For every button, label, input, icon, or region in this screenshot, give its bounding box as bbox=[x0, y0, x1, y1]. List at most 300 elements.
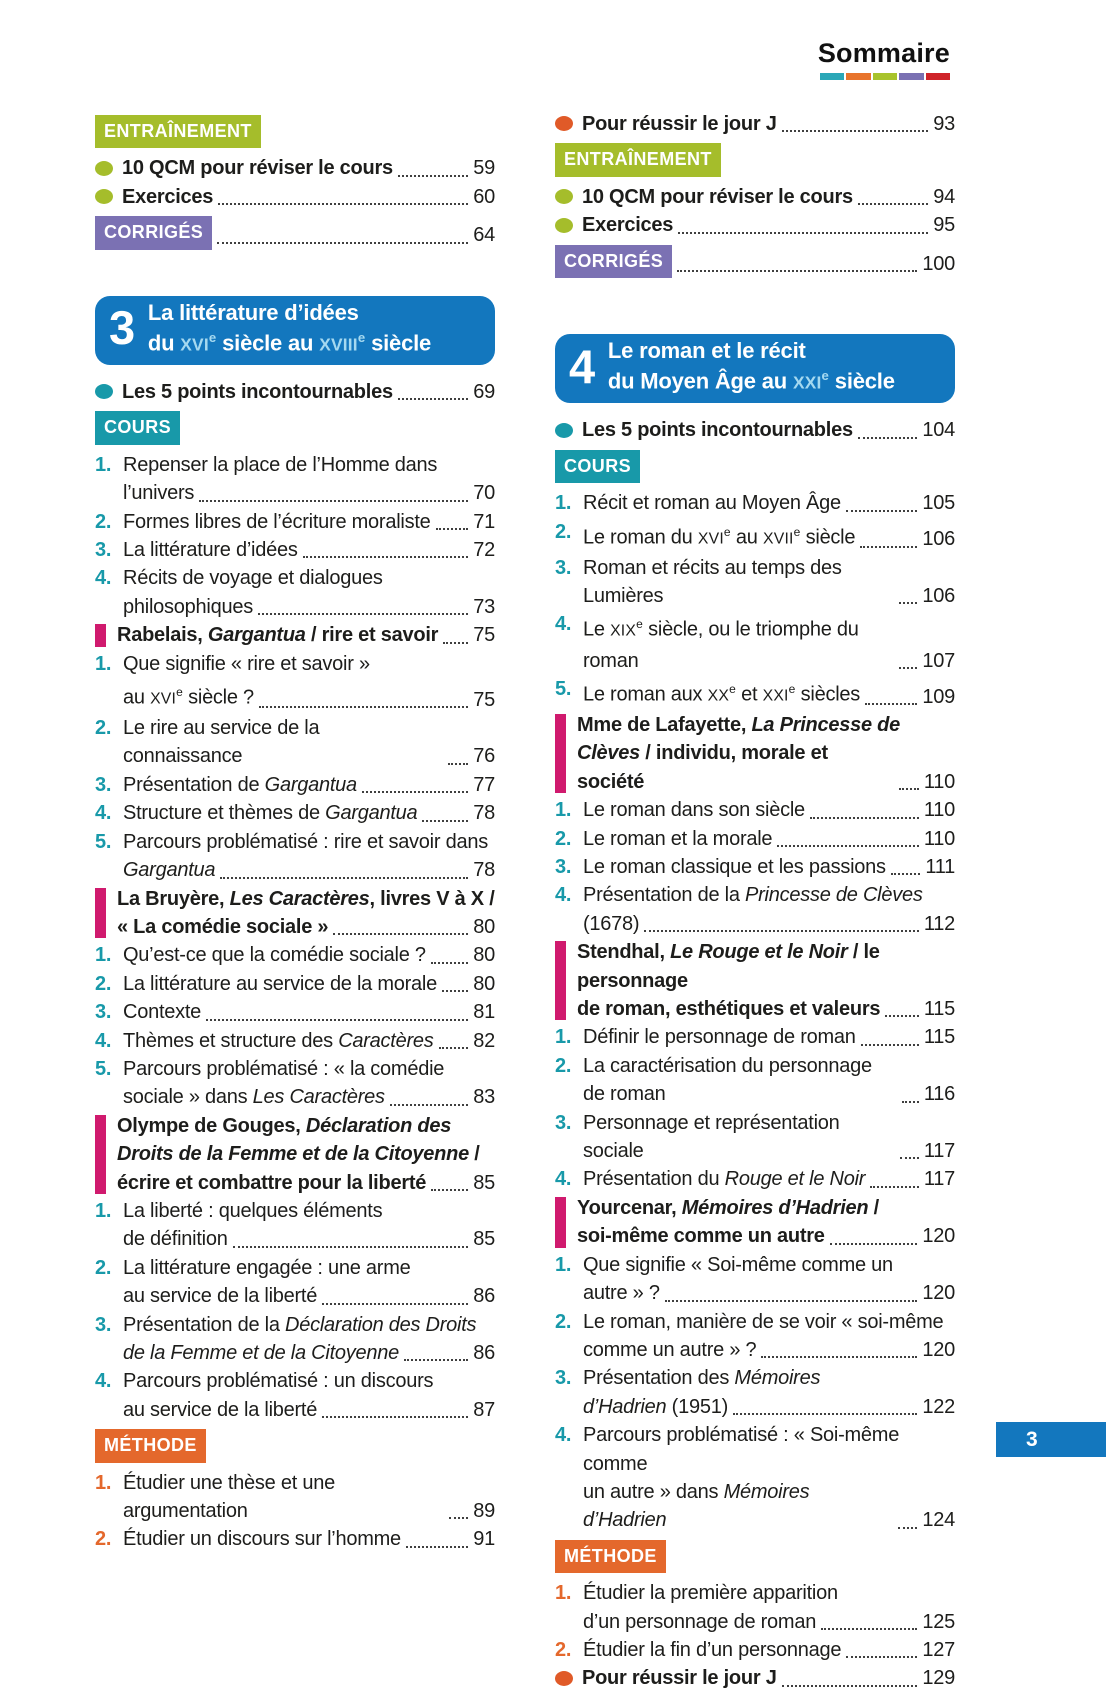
entry-body bbox=[583, 1251, 955, 1308]
work-entry bbox=[95, 621, 495, 649]
accent-bar bbox=[95, 624, 106, 646]
page-ref: 78 bbox=[473, 802, 495, 825]
toc-entry bbox=[95, 771, 495, 799]
entry-body bbox=[123, 1469, 495, 1526]
entry-body bbox=[583, 1579, 955, 1636]
toc-entry bbox=[95, 1055, 495, 1112]
leader-dots bbox=[362, 791, 468, 793]
toc-bullet-entry bbox=[95, 154, 495, 182]
entry-text bbox=[583, 1579, 838, 1607]
text-segment: Le roman aux bbox=[583, 683, 708, 706]
text-segment: e bbox=[208, 329, 217, 345]
page-ref: 86 bbox=[473, 1342, 495, 1365]
chapter-number: 4 bbox=[569, 339, 595, 393]
text-segment: Le bbox=[583, 619, 611, 642]
entry-text bbox=[583, 1364, 820, 1392]
toc-entry bbox=[95, 1027, 495, 1055]
toc-line bbox=[123, 678, 495, 714]
toc-line bbox=[123, 714, 495, 771]
entry-body bbox=[123, 508, 495, 536]
toc-line bbox=[123, 998, 495, 1026]
category-badge: ENTRAÎNEMENT bbox=[555, 143, 721, 176]
accent-bar bbox=[555, 941, 566, 1020]
entry-number: 3. bbox=[555, 856, 572, 879]
category-badge-row bbox=[555, 1540, 955, 1573]
toc-entry bbox=[95, 536, 495, 564]
page-ref: 122 bbox=[922, 1395, 955, 1418]
leader-dots bbox=[678, 232, 928, 234]
entry-number: 2. bbox=[95, 717, 112, 740]
leader-dots bbox=[404, 1359, 468, 1361]
entry-text bbox=[583, 554, 894, 611]
entry-number: 2. bbox=[95, 1528, 112, 1551]
page-ref: 80 bbox=[473, 944, 495, 967]
category-badge-row bbox=[555, 450, 955, 483]
toc-entry bbox=[555, 518, 955, 554]
chapter-title-line bbox=[148, 325, 431, 357]
entry-number: 4. bbox=[95, 802, 112, 825]
text-segment: Formes libres de l’écriture moraliste bbox=[123, 510, 431, 533]
underline-segment bbox=[873, 73, 897, 80]
entry-number: 1. bbox=[555, 492, 572, 515]
text-segment: XXI bbox=[762, 687, 789, 705]
entry-text bbox=[123, 1027, 434, 1055]
entry-number: 2. bbox=[555, 1310, 572, 1333]
entry-body bbox=[583, 1023, 955, 1051]
entry-body bbox=[123, 998, 495, 1026]
text-segment: sociale » dans bbox=[123, 1086, 253, 1109]
entry-number: 1. bbox=[95, 1199, 112, 1222]
text-segment: philosophiques bbox=[123, 595, 253, 618]
page-ref: 80 bbox=[473, 972, 495, 995]
chapter-banner bbox=[555, 334, 955, 403]
toc-entry bbox=[95, 1469, 495, 1526]
page-ref: 115 bbox=[923, 1026, 955, 1049]
toc-line bbox=[583, 853, 955, 881]
entry-body bbox=[123, 799, 495, 827]
text-segment: Le roman et la morale bbox=[583, 827, 773, 850]
entry-body bbox=[583, 675, 955, 711]
toc-line bbox=[583, 796, 955, 824]
leader-dots bbox=[821, 1628, 917, 1630]
bullet-icon bbox=[95, 161, 113, 176]
leader-dots bbox=[431, 962, 468, 964]
toc-entry bbox=[555, 610, 955, 674]
leader-dots bbox=[398, 175, 468, 177]
entry-text bbox=[583, 1636, 841, 1664]
leader-dots bbox=[422, 820, 468, 822]
text-segment: Présentation de la bbox=[583, 884, 746, 907]
toc-line bbox=[583, 1421, 955, 1478]
text-segment: La liberté : quelques éléments bbox=[123, 1199, 383, 1222]
leader-dots bbox=[898, 1527, 918, 1529]
text-segment: Étudier la fin d’un personnage bbox=[583, 1638, 842, 1661]
entry-body bbox=[123, 1367, 495, 1424]
bullet-icon bbox=[95, 189, 113, 204]
toc-line bbox=[583, 1052, 955, 1109]
text-segment: Déclaration des bbox=[305, 1114, 452, 1137]
entry-number: 2. bbox=[95, 972, 112, 995]
page-ref: 60 bbox=[473, 185, 495, 208]
category-badge: MÉTHODE bbox=[95, 1429, 206, 1462]
text-segment: XX bbox=[707, 687, 730, 705]
entry-text bbox=[123, 771, 357, 799]
toc-line bbox=[123, 941, 495, 969]
entry-text bbox=[123, 1083, 385, 1111]
work-body bbox=[577, 1194, 955, 1251]
entry-number: 5. bbox=[555, 677, 572, 700]
text-segment: Le Rouge et le Noir bbox=[670, 941, 848, 964]
toc-line bbox=[123, 1055, 495, 1083]
text-segment: Rabelais, bbox=[117, 624, 208, 647]
toc-entry bbox=[95, 451, 495, 508]
page-ref: 91 bbox=[473, 1528, 495, 1551]
toc-entry bbox=[555, 881, 955, 938]
page-ref: 82 bbox=[473, 1029, 495, 1052]
text-segment: Que signifie « Soi-même comme un bbox=[583, 1253, 893, 1276]
text-segment: Déclaration des Droits bbox=[285, 1313, 477, 1336]
entry-body bbox=[583, 610, 955, 674]
entry-text bbox=[583, 1336, 756, 1364]
toc-line bbox=[583, 1636, 955, 1664]
toc-entry bbox=[95, 1254, 495, 1311]
toc-line bbox=[583, 610, 955, 674]
toc-line bbox=[583, 910, 955, 938]
text-segment: / bbox=[868, 1196, 879, 1219]
text-segment: La littérature au service de la morale bbox=[123, 972, 437, 995]
entry-number: 1. bbox=[555, 1253, 572, 1276]
entry-body bbox=[583, 853, 955, 881]
entry-body bbox=[583, 1308, 955, 1365]
category-badge: ENTRAÎNEMENT bbox=[95, 115, 261, 148]
leader-dots bbox=[448, 763, 468, 765]
entry-number: 4. bbox=[95, 1370, 112, 1393]
text-segment: Princesse de Clèves bbox=[745, 884, 923, 907]
text-segment: Droits de la Femme et de la Citoyenne bbox=[117, 1143, 469, 1166]
page-ref: 81 bbox=[473, 1001, 495, 1024]
entry-text bbox=[577, 739, 894, 796]
header-underline bbox=[820, 73, 950, 80]
entry-text bbox=[117, 621, 438, 649]
toc-line bbox=[583, 825, 955, 853]
accent-bar bbox=[555, 714, 566, 793]
toc-entry bbox=[95, 1311, 495, 1368]
text-segment: Thèmes et structure des bbox=[123, 1029, 339, 1052]
text-segment: XVI bbox=[180, 333, 209, 354]
accent-bar bbox=[95, 1115, 106, 1194]
text-segment: La littérature d’idées bbox=[123, 538, 298, 561]
entry-body bbox=[583, 1165, 955, 1193]
entry-text bbox=[582, 211, 673, 239]
leader-dots bbox=[258, 613, 468, 615]
entry-text bbox=[583, 1165, 865, 1193]
text-segment: d’un personnage de roman bbox=[583, 1610, 817, 1633]
page-ref: 110 bbox=[923, 827, 955, 850]
leader-dots bbox=[899, 602, 917, 604]
entry-body bbox=[583, 489, 955, 517]
text-segment: Les 5 points incontournables bbox=[582, 419, 853, 442]
toc-entry bbox=[95, 799, 495, 827]
entry-number: 3. bbox=[555, 556, 572, 579]
leader-dots bbox=[436, 528, 469, 530]
entry-number: 4. bbox=[95, 1029, 112, 1052]
text-segment: Pour réussir le jour J bbox=[582, 1667, 777, 1690]
text-segment: au service de la liberté bbox=[123, 1285, 318, 1308]
text-segment: Récit et roman au Moyen Âge bbox=[583, 492, 841, 515]
text-segment: Olympe de Gouges, bbox=[117, 1114, 306, 1137]
leader-dots bbox=[199, 500, 468, 502]
work-body bbox=[577, 711, 955, 796]
toc-line bbox=[123, 1367, 495, 1395]
entry-text bbox=[117, 1169, 426, 1197]
toc-line bbox=[123, 479, 495, 507]
toc-entry bbox=[555, 1251, 955, 1308]
entry-body bbox=[583, 825, 955, 853]
leader-dots bbox=[442, 990, 468, 992]
entry-text bbox=[583, 518, 855, 554]
text-segment: XIX bbox=[610, 623, 637, 641]
toc-column-left bbox=[95, 110, 495, 1554]
text-segment: / le personnage bbox=[577, 941, 880, 992]
chapter-title bbox=[148, 300, 431, 357]
text-segment: Parcours problématisé : un discours bbox=[123, 1370, 434, 1393]
page-ref: 85 bbox=[473, 1228, 495, 1251]
toc-line bbox=[117, 885, 495, 913]
toc-line bbox=[123, 536, 495, 564]
page-ref: 83 bbox=[473, 1086, 495, 1109]
text-segment: Structure et thèmes de bbox=[123, 802, 326, 825]
category-badge-row bbox=[555, 245, 955, 278]
text-segment: Étudier la première apparition bbox=[583, 1582, 838, 1605]
entry-body bbox=[123, 970, 495, 998]
toc-line bbox=[123, 828, 495, 856]
text-segment: Contexte bbox=[123, 1001, 202, 1024]
page-ref: 106 bbox=[922, 585, 955, 608]
underline-segment bbox=[846, 73, 870, 80]
page-ref: 100 bbox=[922, 252, 955, 275]
page-ref: 76 bbox=[473, 745, 495, 768]
leader-dots bbox=[858, 437, 918, 439]
page-ref: 120 bbox=[922, 1282, 955, 1305]
entry-text bbox=[583, 1023, 856, 1051]
toc-line bbox=[123, 650, 495, 678]
spacer bbox=[555, 284, 955, 334]
toc-line bbox=[117, 621, 495, 649]
entry-text bbox=[583, 1421, 955, 1478]
toc-bullet-entry bbox=[95, 378, 495, 406]
text-segment: Rouge et le Noir bbox=[724, 1168, 866, 1191]
entry-text bbox=[583, 1393, 728, 1421]
page-ref: 70 bbox=[473, 482, 495, 505]
text-segment: Présentation des bbox=[583, 1367, 735, 1390]
entry-body bbox=[123, 564, 495, 621]
bullet-icon bbox=[95, 384, 113, 399]
toc-bullet-entry bbox=[555, 1664, 955, 1692]
entry-text bbox=[117, 1140, 480, 1168]
leader-dots bbox=[390, 1104, 468, 1106]
entry-text bbox=[122, 183, 213, 211]
toc-entry bbox=[95, 650, 495, 714]
page-ref: 87 bbox=[473, 1398, 495, 1421]
text-segment: autre » ? bbox=[583, 1282, 660, 1305]
text-segment: Les 5 points incontournables bbox=[122, 380, 393, 403]
chapter-banner bbox=[95, 296, 495, 365]
leader-dots bbox=[206, 1019, 468, 1021]
entry-text bbox=[123, 1339, 399, 1367]
entry-number: 1. bbox=[555, 1026, 572, 1049]
bullet-icon bbox=[555, 116, 573, 131]
accent-bar bbox=[95, 888, 106, 939]
entry-text bbox=[582, 1664, 777, 1692]
text-segment: Clèves bbox=[577, 742, 640, 765]
chapter-title-line bbox=[148, 300, 431, 325]
toc-entry bbox=[555, 1636, 955, 1664]
entry-text bbox=[583, 1308, 943, 1336]
toc-line bbox=[577, 739, 955, 796]
toc-entry bbox=[555, 675, 955, 711]
text-segment: Personnage et représentation sociale bbox=[583, 1111, 840, 1163]
leader-dots bbox=[830, 1243, 918, 1245]
text-segment: e bbox=[723, 524, 731, 539]
leader-dots bbox=[439, 1047, 469, 1049]
page-ref: 129 bbox=[922, 1667, 955, 1690]
toc-entry bbox=[555, 489, 955, 517]
underline-segment bbox=[926, 73, 950, 80]
toc-line bbox=[123, 451, 495, 479]
text-segment: siècle, ou le triomphe du roman bbox=[583, 619, 859, 672]
leader-dots bbox=[860, 546, 917, 548]
text-segment: au service de la liberté bbox=[123, 1398, 318, 1421]
page-ref: 112 bbox=[923, 912, 955, 935]
text-segment: e bbox=[729, 681, 736, 696]
entry-text bbox=[122, 378, 393, 406]
entry-number: 4. bbox=[95, 567, 112, 590]
text-segment: siècle au bbox=[216, 329, 320, 355]
text-segment: , livres V à X / bbox=[369, 887, 495, 910]
text-segment: l’univers bbox=[123, 482, 195, 505]
leader-dots bbox=[891, 873, 921, 875]
text-segment: La caractérisation du personnage de roman bbox=[583, 1054, 872, 1106]
entry-text bbox=[123, 1225, 228, 1253]
toc-entry bbox=[555, 1109, 955, 1166]
leader-dots bbox=[677, 270, 917, 272]
text-segment: XVIII bbox=[319, 333, 358, 354]
toc-line bbox=[123, 1254, 495, 1282]
page-ref: 106 bbox=[922, 528, 955, 551]
toc-line bbox=[123, 771, 495, 799]
leader-dots bbox=[810, 817, 919, 819]
page-ref: 77 bbox=[473, 773, 495, 796]
toc-line bbox=[117, 913, 495, 941]
text-segment: Stendhal, bbox=[577, 941, 671, 964]
entry-body bbox=[583, 1636, 955, 1664]
entry-text bbox=[123, 1396, 317, 1424]
leader-dots bbox=[782, 1685, 918, 1687]
page-ref: 89 bbox=[473, 1500, 495, 1523]
toc-line bbox=[583, 1478, 955, 1535]
text-segment: au bbox=[123, 686, 151, 709]
toc-line bbox=[577, 1194, 955, 1222]
toc-bullet-entry bbox=[95, 183, 495, 211]
toc-entry bbox=[555, 853, 955, 881]
entry-number: 1. bbox=[555, 1582, 572, 1605]
text-segment: Yourcenar, bbox=[577, 1196, 682, 1219]
page-ref: 120 bbox=[922, 1338, 955, 1361]
text-segment: et bbox=[735, 683, 763, 706]
entry-body bbox=[123, 771, 495, 799]
toc-entry bbox=[95, 1197, 495, 1254]
text-segment: siècle bbox=[800, 526, 856, 549]
page-ref: 71 bbox=[473, 510, 495, 533]
page-ref: 73 bbox=[473, 595, 495, 618]
entry-text bbox=[123, 1367, 433, 1395]
entry-text bbox=[117, 913, 328, 941]
text-segment: Le roman, manière de se voir « soi-même bbox=[583, 1310, 944, 1333]
toc-line bbox=[583, 1023, 955, 1051]
toc-entry bbox=[95, 970, 495, 998]
entry-text bbox=[123, 1282, 317, 1310]
text-segment: Présentation de bbox=[123, 773, 265, 796]
text-segment: siècles bbox=[795, 683, 861, 706]
text-segment: Présentation de la bbox=[123, 1313, 286, 1336]
entry-text bbox=[123, 678, 254, 714]
work-entry bbox=[95, 885, 495, 942]
toc-line bbox=[123, 799, 495, 827]
entry-text bbox=[123, 1197, 382, 1225]
page-ref: 95 bbox=[933, 214, 955, 237]
text-segment: de définition bbox=[123, 1228, 228, 1251]
text-segment: comme un autre » ? bbox=[583, 1338, 757, 1361]
toc-line bbox=[583, 554, 955, 611]
entry-text bbox=[123, 714, 443, 771]
entry-text bbox=[582, 110, 777, 138]
text-segment: un autre » dans bbox=[583, 1480, 724, 1503]
text-segment: d’Hadrien bbox=[583, 1395, 667, 1418]
entry-number: 2. bbox=[95, 1256, 112, 1279]
toc-line bbox=[123, 1525, 495, 1553]
entry-text bbox=[123, 799, 417, 827]
toc-line bbox=[583, 1308, 955, 1336]
entry-body bbox=[123, 1254, 495, 1311]
entry-body bbox=[123, 941, 495, 969]
leader-dots bbox=[665, 1300, 918, 1302]
toc-line bbox=[123, 564, 495, 592]
entry-text bbox=[123, 828, 488, 856]
category-badge-row bbox=[95, 411, 495, 444]
toc-line bbox=[583, 1364, 955, 1392]
entry-number: 3. bbox=[95, 1313, 112, 1336]
entry-number: 4. bbox=[555, 884, 572, 907]
text-segment: Le roman et le récit bbox=[607, 338, 806, 364]
text-segment: Présentation du bbox=[583, 1168, 725, 1191]
toc-line bbox=[583, 1336, 955, 1364]
text-segment: Récits de voyage et dialogues bbox=[123, 567, 383, 590]
entry-text bbox=[123, 451, 437, 479]
toc-entry bbox=[95, 941, 495, 969]
entry-text bbox=[117, 1112, 451, 1140]
category-badge-row bbox=[95, 216, 495, 249]
text-segment: e bbox=[357, 329, 366, 345]
entry-text bbox=[582, 183, 853, 211]
text-segment: Les Caractères bbox=[229, 887, 370, 910]
entry-text bbox=[583, 910, 639, 938]
toc-line bbox=[123, 1225, 495, 1253]
toc-entry bbox=[555, 1421, 955, 1535]
leader-dots bbox=[761, 1356, 917, 1358]
text-segment: 10 QCM pour réviser le cours bbox=[582, 185, 853, 208]
entry-text bbox=[582, 416, 853, 444]
entry-body bbox=[583, 554, 955, 611]
